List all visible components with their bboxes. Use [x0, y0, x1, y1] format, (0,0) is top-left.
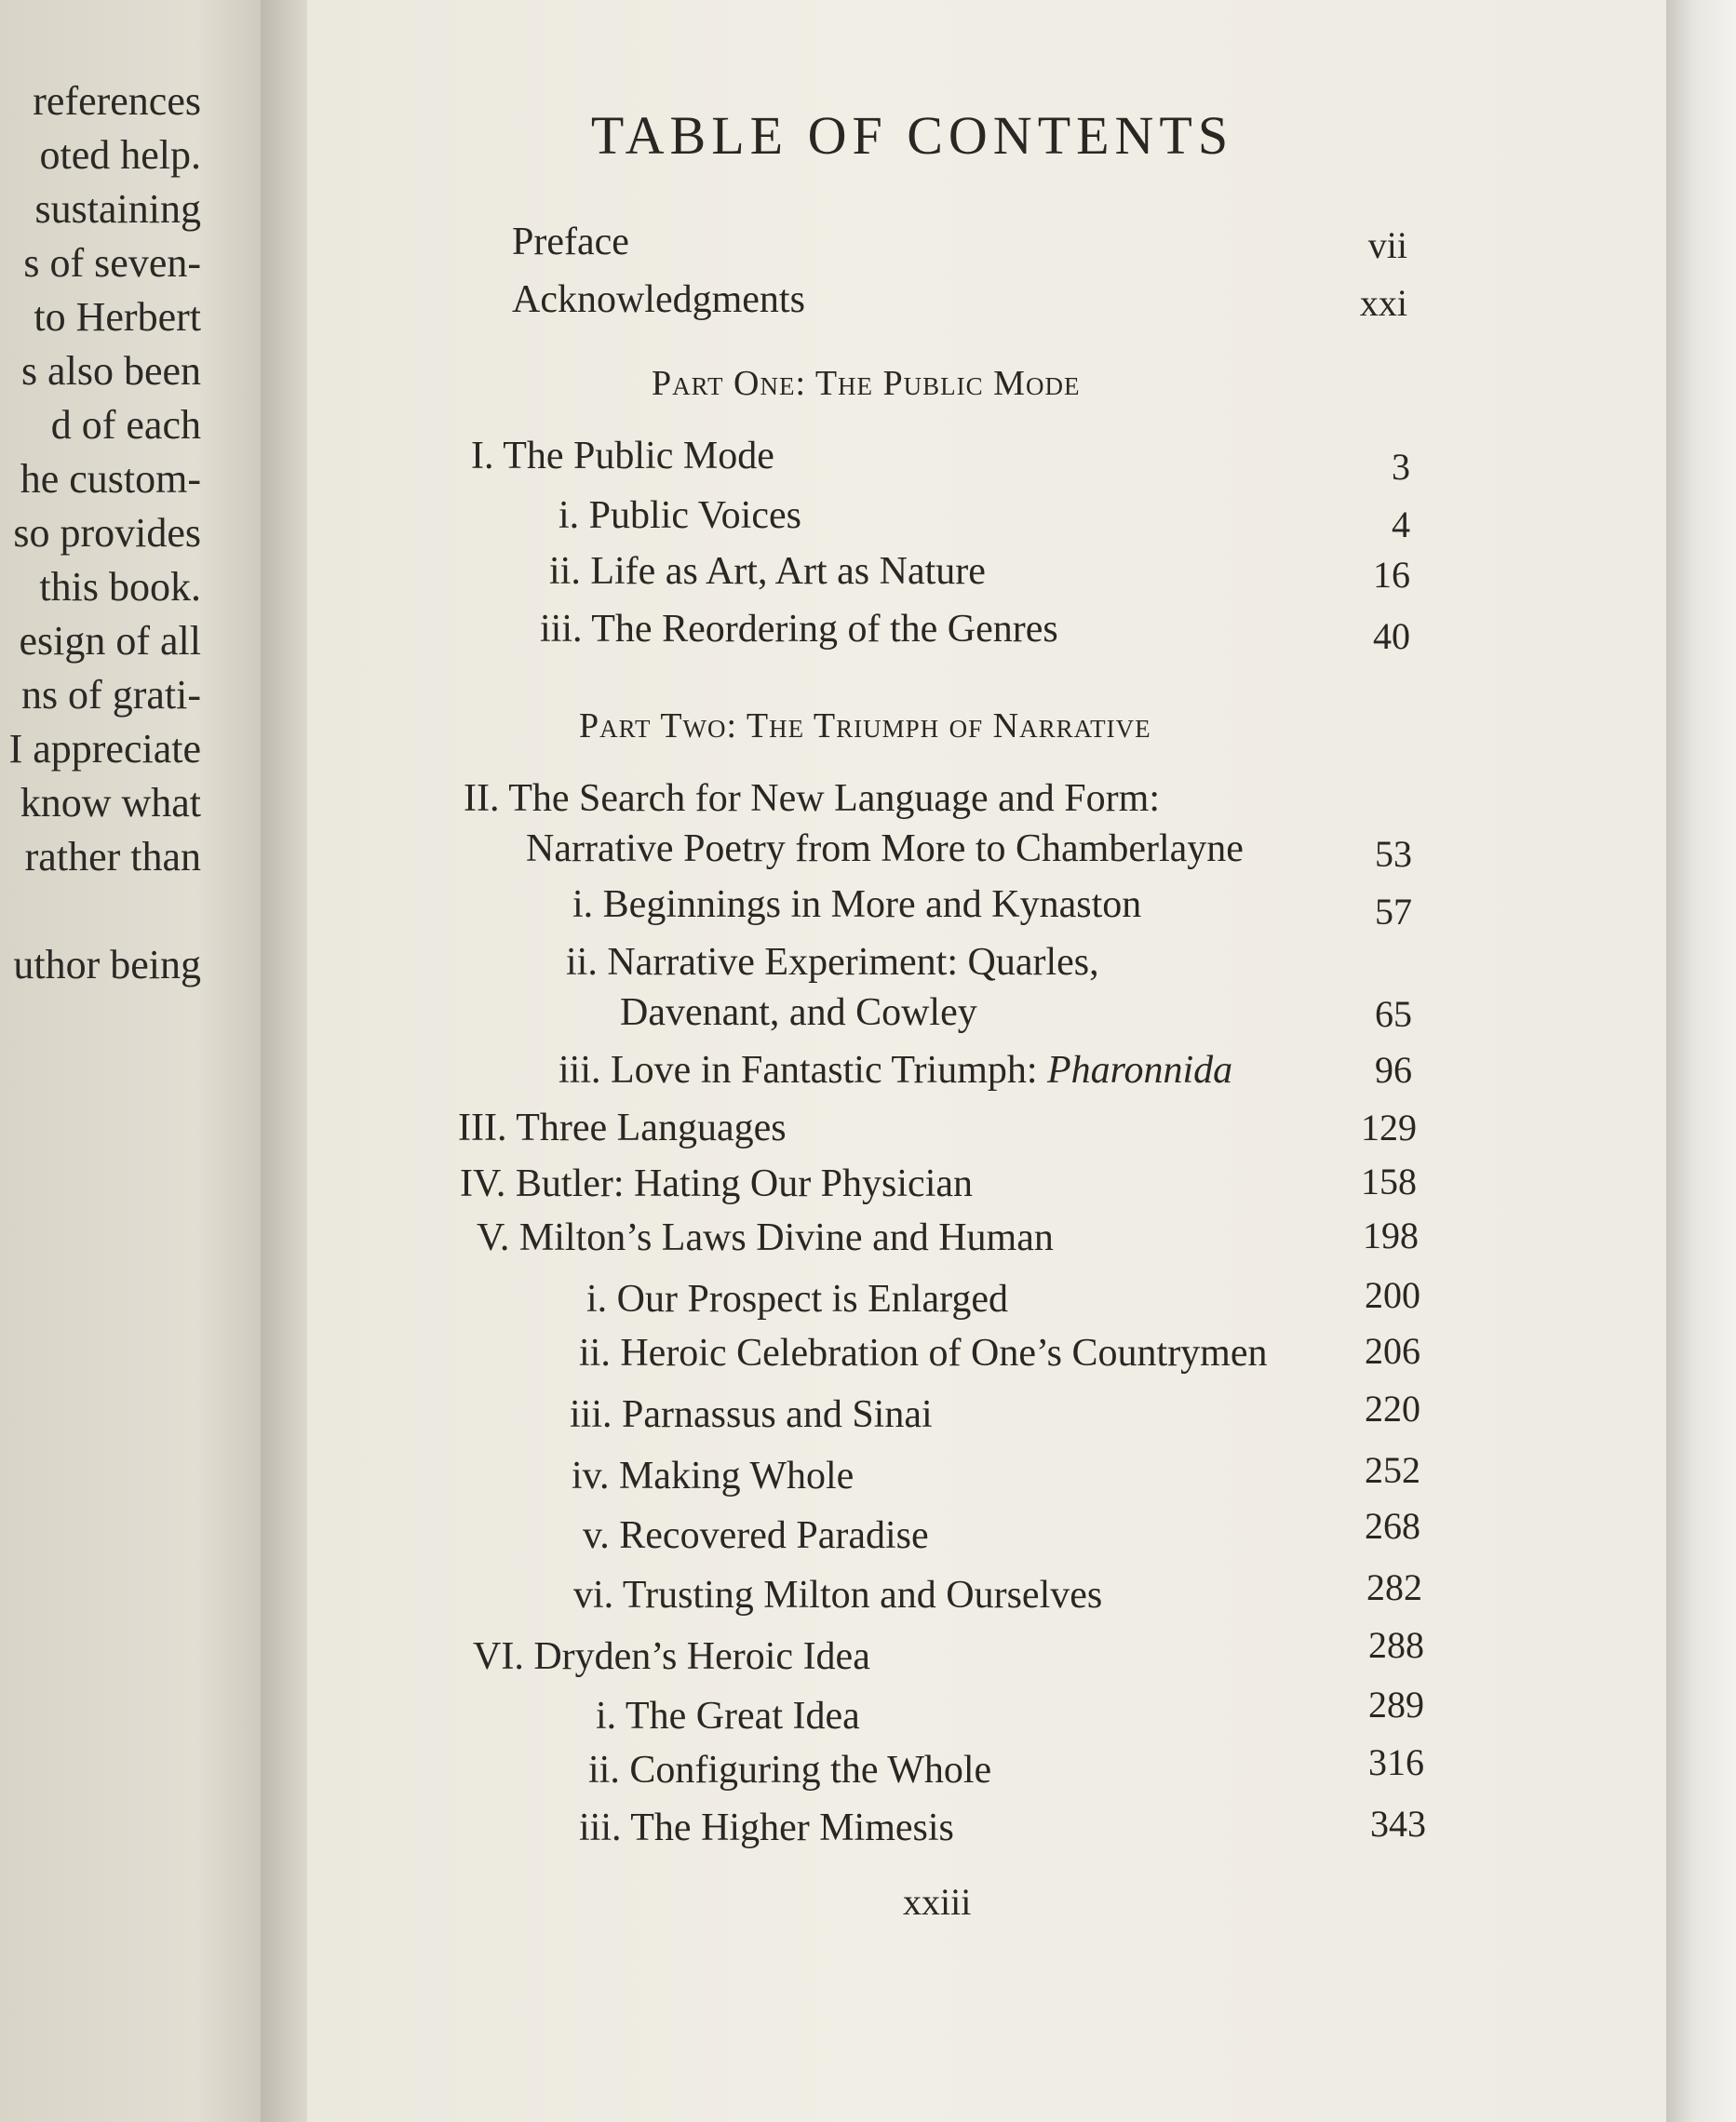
section-title: The Reordering of the Genres — [591, 608, 1058, 651]
left-line: sustaining — [34, 186, 201, 232]
toc-entry-page: xxi — [1359, 282, 1407, 324]
toc-entry-page: 198 — [1363, 1215, 1419, 1256]
toc-entry-page: 206 — [1365, 1330, 1420, 1372]
section-number: i. — [558, 494, 580, 537]
section-title: Trusting Milton and Ourselves — [622, 1574, 1103, 1617]
toc-entry-page: 220 — [1365, 1388, 1420, 1430]
toc-entry-page: vii — [1367, 224, 1407, 266]
section-title: Beginnings in More and Kynaston — [602, 883, 1142, 926]
toc-entry-page: 96 — [1375, 1049, 1412, 1091]
toc-entry-page: 343 — [1370, 1803, 1426, 1845]
chapter-title: Dryden’s Heroic Idea — [533, 1635, 870, 1678]
section-number: iii. — [570, 1393, 612, 1436]
toc-entry-label: Acknowledgments — [512, 278, 805, 321]
left-line: to Herbert — [34, 294, 201, 340]
section-number: i. — [586, 1278, 608, 1321]
toc-entry-page: 40 — [1373, 615, 1410, 657]
left-line — [9, 884, 201, 938]
page-edge — [1666, 0, 1736, 2122]
chapter-number: V. — [477, 1216, 510, 1259]
section-title: Our Prospect is Enlarged — [616, 1278, 1008, 1321]
toc-entry-page: 316 — [1368, 1741, 1424, 1783]
chapter-title: Butler: Hating Our Physician — [515, 1162, 974, 1205]
section-title: Configuring the Whole — [629, 1749, 992, 1792]
section-title: Recovered Paradise — [619, 1514, 929, 1557]
section-number: vi. — [573, 1574, 614, 1617]
chapter-number: VI. — [473, 1635, 524, 1678]
toc-entry-page: 65 — [1375, 993, 1412, 1035]
toc-entry-page: 3 — [1392, 446, 1410, 488]
section-number: iii. — [579, 1806, 622, 1849]
left-line: s also been — [20, 348, 201, 394]
toc-entry-page: 158 — [1361, 1161, 1417, 1202]
left-line: uthor being — [13, 942, 201, 987]
left-line: he custom- — [20, 456, 201, 502]
left-line: s of seven- — [23, 240, 201, 286]
left-line: references — [33, 78, 201, 124]
section-number: iii. — [558, 1049, 601, 1092]
section-title-italic: Pharonnida — [1047, 1049, 1233, 1092]
page-folio: xxiii — [903, 1881, 972, 1923]
left-line: rather than — [24, 834, 201, 880]
section-number: i. — [596, 1695, 617, 1738]
left-line: I appreciate — [8, 726, 201, 772]
left-line: d of each — [50, 402, 201, 448]
toc-entry-label: Preface — [512, 221, 629, 263]
chapter-title: The Search for New Language and Form: — [508, 777, 1160, 820]
section-number: ii. — [566, 941, 598, 984]
section-title: The Great Idea — [625, 1695, 860, 1738]
section-title: Parnassus and Sinai — [622, 1393, 933, 1436]
chapter-number: I. — [471, 435, 494, 477]
section-number: iv. — [572, 1455, 610, 1497]
section-title: Love in Fantastic Triumph: — [611, 1049, 1048, 1092]
toc-entry-page: 53 — [1375, 833, 1412, 875]
toc-entry-page: 268 — [1365, 1505, 1420, 1547]
toc-entry-page: 200 — [1365, 1274, 1420, 1316]
part-heading: Part One: The Public Mode — [652, 364, 1081, 403]
chapter-title: The Public Mode — [503, 435, 774, 477]
section-title-continued: Davenant, and Cowley — [620, 991, 977, 1034]
toc-entry-page: 4 — [1392, 504, 1410, 545]
toc-entry-page: 289 — [1368, 1684, 1424, 1726]
section-number: ii. — [549, 550, 581, 593]
chapter-number: IV. — [460, 1162, 506, 1205]
section-title: Life as Art, Art as Nature — [590, 550, 986, 593]
toc-title: TABLE OF CONTENTS — [590, 105, 1234, 166]
chapter-number: II. — [464, 777, 500, 820]
section-title: The Higher Mimesis — [630, 1806, 954, 1849]
chapter-number: III. — [458, 1107, 507, 1149]
chapter-title-continued: Narrative Poetry from More to Chamberlayne — [526, 827, 1244, 870]
left-page-text — [9, 74, 201, 992]
toc-entry-page: 288 — [1368, 1624, 1424, 1666]
toc-entry-page: 129 — [1361, 1107, 1417, 1148]
section-title: Heroic Celebration of One’s Countrymen — [620, 1332, 1268, 1375]
toc-entry-page: 57 — [1375, 891, 1412, 933]
toc-entry-page: 16 — [1373, 554, 1410, 596]
left-line: oted help. — [39, 132, 201, 178]
part-heading: Part Two: The Triumph of Narrative — [579, 706, 1151, 745]
section-title: Narrative Experiment: Quarles, — [607, 941, 1099, 984]
section-number: v. — [583, 1514, 610, 1557]
section-number: ii. — [579, 1332, 611, 1375]
toc-entry-page: 282 — [1366, 1566, 1422, 1608]
left-line: this book. — [39, 564, 201, 610]
left-line: know what — [20, 780, 201, 826]
section-title: Making Whole — [618, 1455, 855, 1497]
section-number: ii. — [588, 1749, 620, 1792]
section-number: i. — [572, 883, 594, 926]
section-title: Public Voices — [588, 494, 801, 537]
left-line: ns of grati- — [20, 672, 201, 718]
section-number: iii. — [540, 608, 583, 651]
left-line: so provides — [13, 510, 201, 556]
left-page — [0, 0, 279, 2122]
toc-entry-page: 252 — [1365, 1449, 1420, 1491]
left-line: esign of all — [19, 618, 201, 664]
chapter-title: Three Languages — [516, 1107, 787, 1149]
chapter-title: Milton’s Laws Divine and Human — [518, 1216, 1054, 1259]
